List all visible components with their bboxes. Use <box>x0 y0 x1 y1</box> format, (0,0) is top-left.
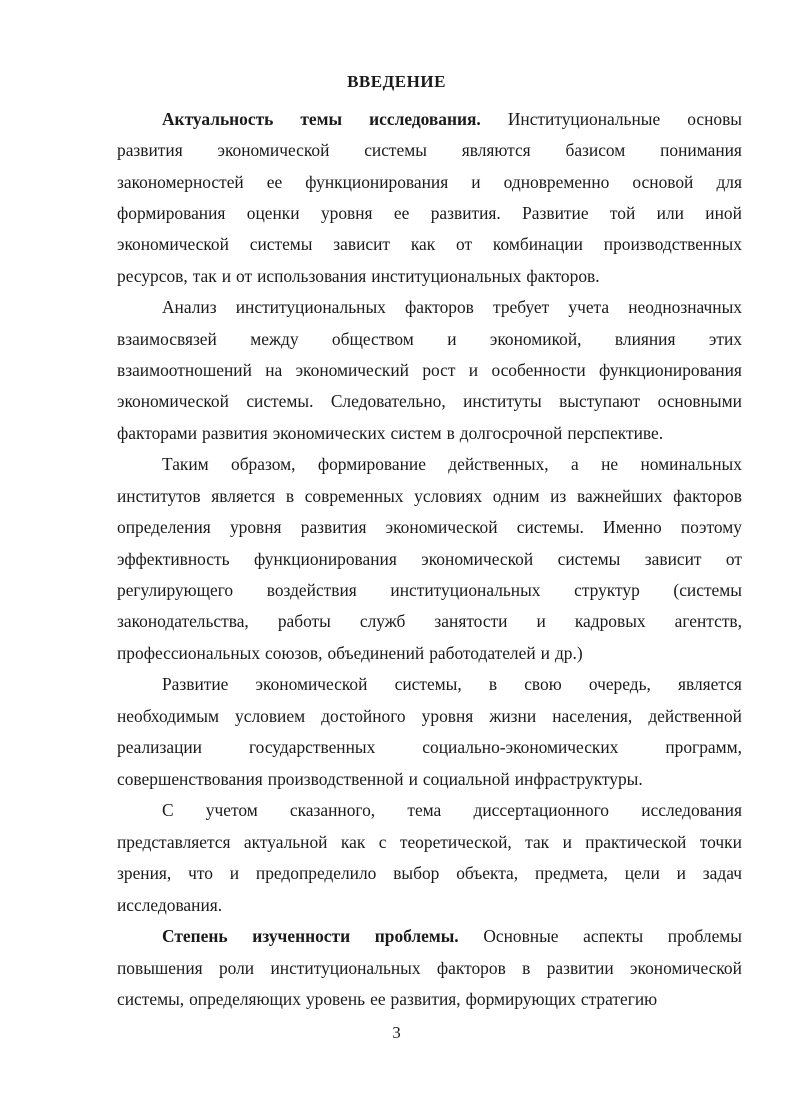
word: служб <box>359 611 406 631</box>
word: достойного <box>321 706 406 726</box>
text-line <box>162 799 742 821</box>
word: является <box>211 486 276 506</box>
word: и <box>408 769 418 789</box>
word: уровня <box>421 706 474 726</box>
word: экономических <box>272 423 386 443</box>
word: ее <box>266 172 283 192</box>
word: и <box>540 643 550 663</box>
text-line <box>117 265 742 287</box>
word: институты <box>463 391 542 411</box>
text-line <box>117 988 742 1010</box>
word: роли <box>218 958 255 978</box>
word: развитии <box>546 958 614 978</box>
word: с <box>378 832 387 852</box>
word: жизни <box>489 706 537 726</box>
word: объекта, <box>456 863 519 883</box>
word: не <box>601 454 619 474</box>
word: предопределило <box>255 863 377 883</box>
heading-word: Актуальность <box>162 109 274 129</box>
word: особенности <box>491 360 586 380</box>
word: воздействия <box>266 580 357 600</box>
word: между <box>250 329 299 349</box>
word: закономерностей <box>117 172 244 192</box>
word: предмета, <box>534 863 608 883</box>
word: производственной <box>267 769 404 789</box>
word: кадровых <box>574 611 646 631</box>
word: системы. <box>246 391 314 411</box>
word: сказанного, <box>289 800 376 820</box>
word: очередь, <box>588 674 651 694</box>
word: агентств, <box>674 611 742 631</box>
word: основными <box>657 391 742 411</box>
word: в <box>285 486 295 506</box>
word: основы <box>687 109 742 129</box>
text-line <box>162 296 742 318</box>
word: условиях <box>414 486 483 506</box>
heading-word: Степень <box>162 926 228 946</box>
text-line <box>117 422 742 444</box>
word: действенных, <box>448 454 549 474</box>
word: С <box>162 800 174 820</box>
word: экономической <box>630 958 742 978</box>
text-line <box>117 705 742 727</box>
word: перспективе. <box>567 423 664 443</box>
word: законодательства, <box>117 611 249 631</box>
word: Развитие <box>522 203 589 223</box>
word: профессиональных <box>117 643 261 663</box>
text-line <box>162 453 742 475</box>
word: представляется <box>117 832 231 852</box>
text-line <box>117 171 742 193</box>
word: взаимоотношений <box>117 360 252 380</box>
word: являются <box>461 140 531 160</box>
word: и <box>229 863 240 883</box>
word: практической <box>585 832 687 852</box>
word: цели <box>624 863 660 883</box>
word: экономической <box>117 234 229 254</box>
text-line <box>117 642 742 664</box>
word: факторами <box>117 423 197 443</box>
word: системы <box>364 140 427 160</box>
word: для <box>716 172 742 192</box>
word: действенной <box>648 706 742 726</box>
word: той <box>609 203 636 223</box>
word: формирование <box>317 454 426 474</box>
word: объединений <box>327 643 425 663</box>
word: повышения <box>117 958 203 978</box>
word: Развитие <box>162 674 229 694</box>
heading-word: исследования. <box>369 109 481 129</box>
word: зрения, <box>117 863 172 883</box>
text-line <box>117 736 742 758</box>
word: из <box>550 486 567 506</box>
word: структур <box>574 580 640 600</box>
word: является <box>678 674 742 694</box>
word: тема <box>407 800 442 820</box>
word: совершенствования <box>117 769 263 789</box>
word: образом, <box>231 454 296 474</box>
word: населения, <box>552 706 633 726</box>
word: системы. <box>516 517 584 537</box>
word: факторов. <box>526 266 600 286</box>
word: социально-экономических <box>422 737 619 757</box>
word: Институциональные <box>507 109 661 129</box>
word: институтов <box>117 486 201 506</box>
text-line <box>117 862 742 884</box>
word: стратегию <box>580 989 658 1009</box>
text-line <box>117 610 742 632</box>
word: эффективность <box>117 549 230 569</box>
text-line <box>117 831 742 853</box>
word: или <box>656 203 684 223</box>
text-line <box>117 233 742 255</box>
word: системы, <box>117 989 185 1009</box>
word: программ, <box>665 737 742 757</box>
word: что <box>188 863 213 883</box>
word: и <box>676 863 686 883</box>
word: союзов, <box>265 643 323 663</box>
word: в <box>488 674 498 694</box>
text-line <box>117 139 742 161</box>
word: факторов <box>405 297 474 317</box>
word: современных <box>304 486 404 506</box>
word: выбор <box>393 863 440 883</box>
word: Следовательно, <box>330 391 446 411</box>
word: развития <box>300 517 367 537</box>
word: на <box>265 360 283 380</box>
word: взаимосвязей <box>117 329 217 349</box>
word: ее <box>393 203 410 223</box>
word: понимания <box>660 140 742 160</box>
word: системы, <box>394 674 462 694</box>
word: основой <box>632 172 694 192</box>
text-line <box>162 673 742 695</box>
word: занятости <box>434 611 508 631</box>
word: учета <box>568 297 610 317</box>
word: аспекты <box>583 926 644 946</box>
text-line <box>117 359 742 381</box>
word: уровень <box>305 989 366 1009</box>
word: факторов <box>436 958 506 978</box>
word: от <box>236 266 253 286</box>
word: исследования <box>641 800 742 820</box>
word: учетом <box>205 800 258 820</box>
word: зависит <box>333 234 391 254</box>
word: так <box>525 832 550 852</box>
word: и <box>447 329 457 349</box>
word: функционирования <box>253 549 397 569</box>
word: необходимым <box>117 706 219 726</box>
word: и <box>536 611 546 631</box>
word: задач <box>702 863 742 883</box>
word: др.) <box>554 643 583 663</box>
word: и <box>468 360 479 380</box>
word: рост <box>422 360 456 380</box>
word: институциональных <box>270 958 421 978</box>
text-line <box>117 894 742 916</box>
word: определяющих <box>189 989 301 1009</box>
word: экономический <box>295 360 409 380</box>
word: социальной <box>422 769 510 789</box>
word: функционирования <box>599 360 742 380</box>
word: формирования <box>117 203 226 223</box>
word: выступают <box>559 391 641 411</box>
word: факторов <box>673 486 742 506</box>
word: теоретической, <box>399 832 512 852</box>
heading-word: темы <box>300 109 343 129</box>
word: реализации <box>117 737 202 757</box>
word: экономической <box>421 549 534 569</box>
word: экономической <box>217 140 330 160</box>
word: ее <box>370 989 386 1009</box>
word: институциональных <box>390 580 541 600</box>
word: базисом <box>565 140 626 160</box>
word: уровня <box>320 203 373 223</box>
word: Таким <box>162 454 209 474</box>
word: как <box>410 234 436 254</box>
word: в <box>522 958 531 978</box>
word: государственных <box>248 737 376 757</box>
word: как <box>340 832 366 852</box>
word: и <box>471 172 481 192</box>
word: зависит <box>644 549 702 569</box>
word: производственных <box>603 234 742 254</box>
word: системы <box>249 234 313 254</box>
word: свою <box>524 674 562 694</box>
heading-word: проблемы. <box>374 926 459 946</box>
word: развития. <box>430 203 501 223</box>
word: от <box>725 549 742 569</box>
word: долгосрочной <box>459 423 563 443</box>
word: исследования. <box>117 895 223 915</box>
text-line <box>117 390 742 412</box>
word: развития <box>202 423 268 443</box>
word: актуальной <box>243 832 328 852</box>
word: ресурсов, <box>117 266 188 286</box>
word: диссертационного <box>473 800 610 820</box>
word: Именно <box>603 517 662 537</box>
word: комбинации <box>492 234 583 254</box>
word: проблемы <box>667 926 742 946</box>
word: системы <box>557 549 621 569</box>
word: одним <box>492 486 540 506</box>
word: определения <box>117 517 211 537</box>
word: иной <box>705 203 742 223</box>
text-line <box>117 485 742 507</box>
word: в <box>446 423 455 443</box>
word: обществом <box>331 329 414 349</box>
word: Анализ <box>162 297 217 317</box>
word: неоднозначных <box>628 297 742 317</box>
word: важнейших <box>576 486 663 506</box>
word: формирующих <box>465 989 576 1009</box>
word: использования <box>257 266 367 286</box>
text-line <box>117 957 742 979</box>
word: условием <box>235 706 306 726</box>
word: одновременно <box>503 172 610 192</box>
word: развития <box>117 140 183 160</box>
word: развития, <box>390 989 461 1009</box>
word: влияния <box>614 329 676 349</box>
word: функционирования <box>305 172 449 192</box>
word: этих <box>708 329 742 349</box>
word: (системы <box>673 580 742 600</box>
word: и <box>562 832 572 852</box>
text-line <box>117 768 742 790</box>
word: номинальных <box>640 454 742 474</box>
heading-word: изученности <box>252 926 351 946</box>
word: и <box>221 266 231 286</box>
word: от <box>456 234 473 254</box>
text-line <box>117 516 742 538</box>
word: поэтому <box>680 517 742 537</box>
word: систем <box>390 423 442 443</box>
word: инфраструктуры. <box>514 769 643 789</box>
word: оценки <box>246 203 300 223</box>
page-number: 3 <box>392 1023 401 1042</box>
section-heading-line <box>162 925 742 947</box>
word: регулирующего <box>117 580 234 600</box>
section-heading-line <box>162 108 742 130</box>
word: экономической <box>255 674 368 694</box>
page-title: ВВЕДЕНИЕ <box>347 72 446 91</box>
word: экономической <box>385 517 498 537</box>
word: точки <box>699 832 742 852</box>
word: уровня <box>229 517 282 537</box>
word: экономикой, <box>489 329 582 349</box>
word: требует <box>493 297 550 317</box>
word: работодателей <box>429 643 536 663</box>
word: так <box>192 266 217 286</box>
word: работы <box>277 611 331 631</box>
text-line <box>117 202 742 224</box>
word: экономической <box>117 391 229 411</box>
text-line <box>117 548 742 570</box>
word: а <box>571 454 579 474</box>
word: Основные <box>483 926 559 946</box>
text-line <box>117 328 742 350</box>
text-line <box>117 579 742 601</box>
word: институциональных <box>235 297 386 317</box>
word: институциональных <box>371 266 522 286</box>
